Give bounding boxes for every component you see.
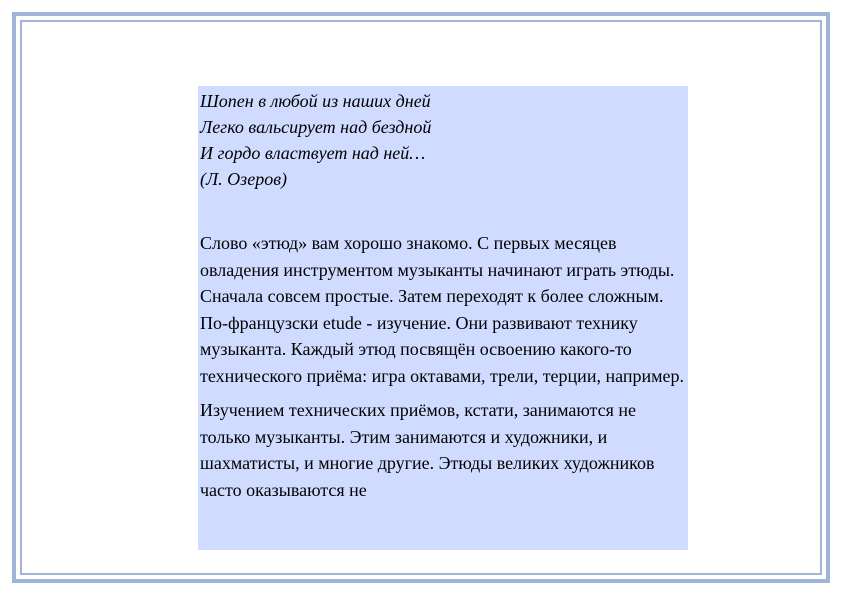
body-paragraph: Слово «этюд» вам хорошо знакомо. С первых месяцев овладения инструментом музыканты начинают играть этюды. Сначала совсем простые. Затем переходят к более сложным. По-французски etude - изучение. Они развивают технику музыканта. Каждый этюд посвящён освоению какого-то технического приёма: игра октавами, трели, терции, например.: [200, 233, 684, 386]
epigraph-line: Шопен в любой из наших дней: [200, 91, 431, 111]
epigraph-author: (Л. Озеров): [200, 169, 288, 189]
epigraph-line: Легко вальсирует над бездной: [200, 117, 432, 137]
epigraph-line: И гордо властвует над ней…: [200, 143, 426, 163]
body-paragraph: Изучением технических приёмов, кстати, занимаются не только музыканты. Этим занимаются и художники, и шахматисты, и многие другие. Этюды великих художников часто оказываются не: [200, 400, 655, 500]
text-box: [198, 86, 688, 550]
epigraph: [200, 88, 686, 192]
